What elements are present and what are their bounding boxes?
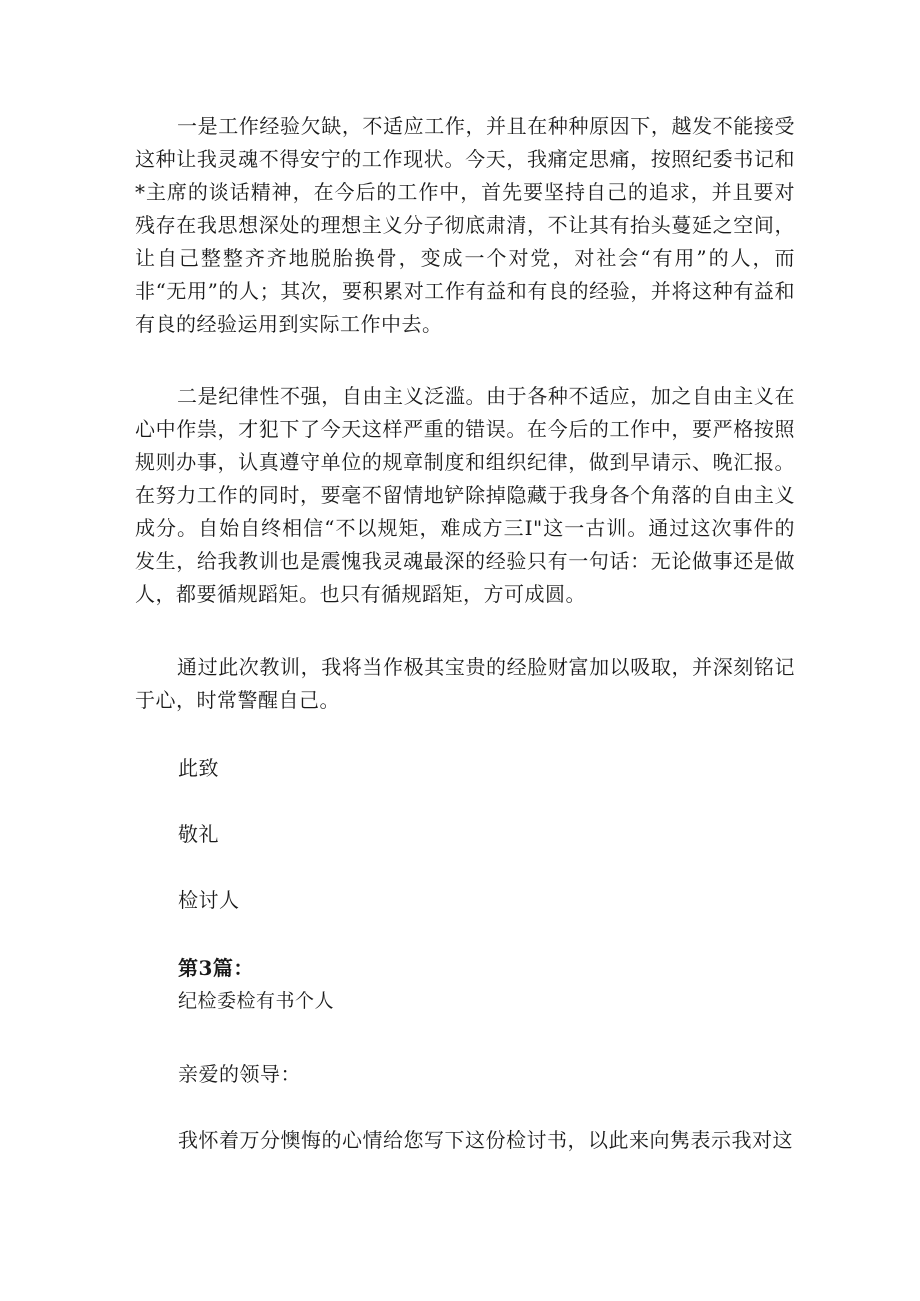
section-title: 纪检委检有书个人	[178, 990, 335, 1012]
closing-salute: 敬礼	[178, 822, 219, 846]
closing-regards: 此致	[178, 756, 219, 780]
signature-label: 检讨人	[178, 888, 240, 912]
paragraph-1: 一是工作经验欠缺，不适应工作，并且在种种原因下，越发不能接受这种让我灵魂不得安宁的工作现状。今天，我痛定思痛，按照纪委书记和*主席的谈话精神，在今后的工作中，首先要坚持自己的追求，并且要对残存在我思想深处的理想主义分子彻底肃清，不让其有抬头蔓延之空间，让自己整整齐齐地脱胎换骨，变成一个对党，对社会“有用”的人，而非“无用”的人；其次，要积累对工作有益和有良的经验，并将这种有益和有良的经验运用到实际工作中去。	[135, 114, 795, 336]
final-line: 我怀着万分懊悔的心情给您写下这份检讨书，以此来向隽表示我对这	[178, 1128, 793, 1152]
paragraph-3: 通过此次教训，我将当作极其宝贵的经脸财富加以吸取，并深刻铭记于心，时常警醒自己。	[135, 655, 795, 712]
salutation: 亲爱的领导：	[178, 1062, 301, 1086]
section-heading: 第3篇：	[178, 956, 254, 980]
paragraph-2: 二是纪律性不强，自由主义泛滥。由于各种不适应，加之自由主义在心中作祟，才犯下了今天这样严重的错误。在今后的工作中，要严格按照规则办事，认真遵守单位的规章制度和组织纪律，做到早请示、晚汇报。在努力工作的同时，要毫不留情地铲除掉隐藏于我身各个角落的自由主义成分。自始自终相信“不以规矩，难成方三I"这一古训。通过这次事件的发生，给我教训也是震愧我灵魂最深的经验只有一句话：无论做事还是做人，都要循规蹈矩。也只有循规蹈矩，方可成圆。	[135, 384, 795, 606]
